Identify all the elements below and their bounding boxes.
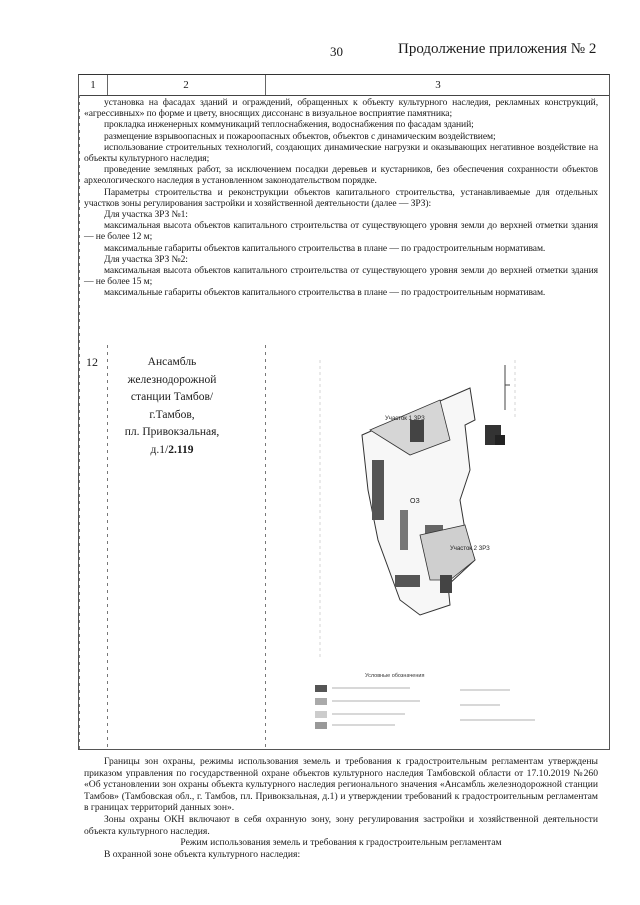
zone-label-zrz1: Участок 1 ЗРЗ <box>385 416 425 422</box>
building-block <box>372 460 384 520</box>
row-number: 12 <box>86 355 98 369</box>
paragraph: Для участка ЗРЗ №2: <box>104 253 188 265</box>
header-col-1: 1 <box>90 79 96 91</box>
col-divider-left <box>79 95 80 750</box>
paragraph: максимальные габариты объектов капитального строительства в плане — по градостроительным нормативам. <box>104 287 546 299</box>
paragraph: Границы зон охраны, режимы использования земель и требования к градостроительным регламентам утверждены приказом управления по государственной охране объектов культурного наследия Тамбовской области от 17.10.2019 №260 «Об установлении зон охраны объекта культурного наследия регионального значения «Ансамбль железнодорожной станции Тамбов» (Тамбовская обл., г. Тамбов, пл. Привокзальная, д.1) и утверждении требований к градостроительным регламентам в границах территорий данных зон». <box>84 756 598 814</box>
building-block <box>410 420 424 442</box>
object-registry-number: 2.119 <box>168 443 194 456</box>
paragraph: Зоны охраны ОКН включают в себя охранную зону, зону регулирования застройки и хозяйственной деятельности объекта культурного наследия. <box>84 813 598 837</box>
legend-swatch <box>315 722 327 729</box>
object-address-plain: д.1/ <box>150 443 169 456</box>
col-divider-2-lower <box>265 345 266 750</box>
legend-swatch <box>315 711 327 718</box>
paragraph: максимальная высота объектов капитального строительства от существующего уровня земли до верхней отметки здания — не более 12 м; <box>84 220 598 243</box>
object-name-line: г.Тамбов, <box>149 408 195 421</box>
paragraph: проведение земляных работ, за исключением посадки деревьев и кустарников, без обеспечения сохранности объектов археологического наследия в установленном законодательством порядке. <box>84 164 598 187</box>
legend-title: Условные обозначения <box>365 673 425 679</box>
upper-text <box>84 97 598 299</box>
page-title: Продолжение приложения № 2 <box>398 41 597 57</box>
zone-map <box>300 360 600 735</box>
paragraph: использование строительных технологий, создающих динамические нагрузки и оказывающих негативное воздействие на объекты культурного наследия; <box>84 141 598 165</box>
object-name-line: станции Тамбов/ <box>130 391 214 403</box>
zrz-2-area <box>420 525 475 580</box>
legend-text-lines <box>332 688 535 725</box>
object-name-line <box>112 442 232 460</box>
paragraph: максимальная высота объектов капитального строительства от существующего уровня земли до верхней отметки здания — не более 15 м; <box>84 265 598 288</box>
building-block <box>440 575 452 593</box>
building-block <box>400 510 408 550</box>
object-name-line: Ансамбль <box>147 356 197 368</box>
col-divider-1 <box>107 75 108 95</box>
paragraph: установка на фасадах зданий и ограждений, обращенных к объекту культурного наследия, рекламных конструкций, «агрессивных» по форме и цвету, вносящих диссонанс в визуальное восприятие памятника; <box>84 97 598 120</box>
legend-swatch <box>315 685 327 692</box>
table-header-row <box>79 75 609 96</box>
header-col-2: 2 <box>183 79 189 91</box>
object-name-line: железнодорожной <box>127 373 217 386</box>
col-divider-2 <box>265 75 266 95</box>
zone-label-oz: ОЗ <box>410 498 420 505</box>
paragraph: Режим использования земель и требования к градостроительным регламентам <box>180 837 502 849</box>
building-block <box>495 435 505 445</box>
paragraph: размещение взрывоопасных и пожароопасных объектов, объектов с динамическим воздействием; <box>104 130 496 142</box>
col-divider-1-lower <box>107 345 108 750</box>
object-name-line: пл. Привокзальная, <box>124 426 220 438</box>
paragraph: Для участка ЗРЗ №1: <box>104 209 188 221</box>
page-number: 30 <box>330 44 343 59</box>
zone-label-zrz2: Участок 2 ЗРЗ <box>450 546 490 552</box>
object-name <box>112 354 232 459</box>
paragraph: В охранной зоне объекта культурного наследия: <box>104 848 301 860</box>
paragraph: прокладка инженерных коммуникаций теплоснабжения, водоснабжения по фасадам зданий; <box>104 119 474 131</box>
building-block <box>395 575 420 587</box>
legend-swatch <box>315 698 327 705</box>
header-col-3: 3 <box>435 79 441 91</box>
paragraph: Параметры строительства и реконструкции объектов капитального строительства, устанавливаемые для отдельных участков зоны регулирования застройки и хозяйственной деятельности (далее — ЗРЗ): <box>84 186 598 209</box>
paragraph: максимальные габариты объектов капитального строительства в плане — по градостроительным нормативам. <box>104 242 546 254</box>
bottom-text <box>84 756 598 860</box>
